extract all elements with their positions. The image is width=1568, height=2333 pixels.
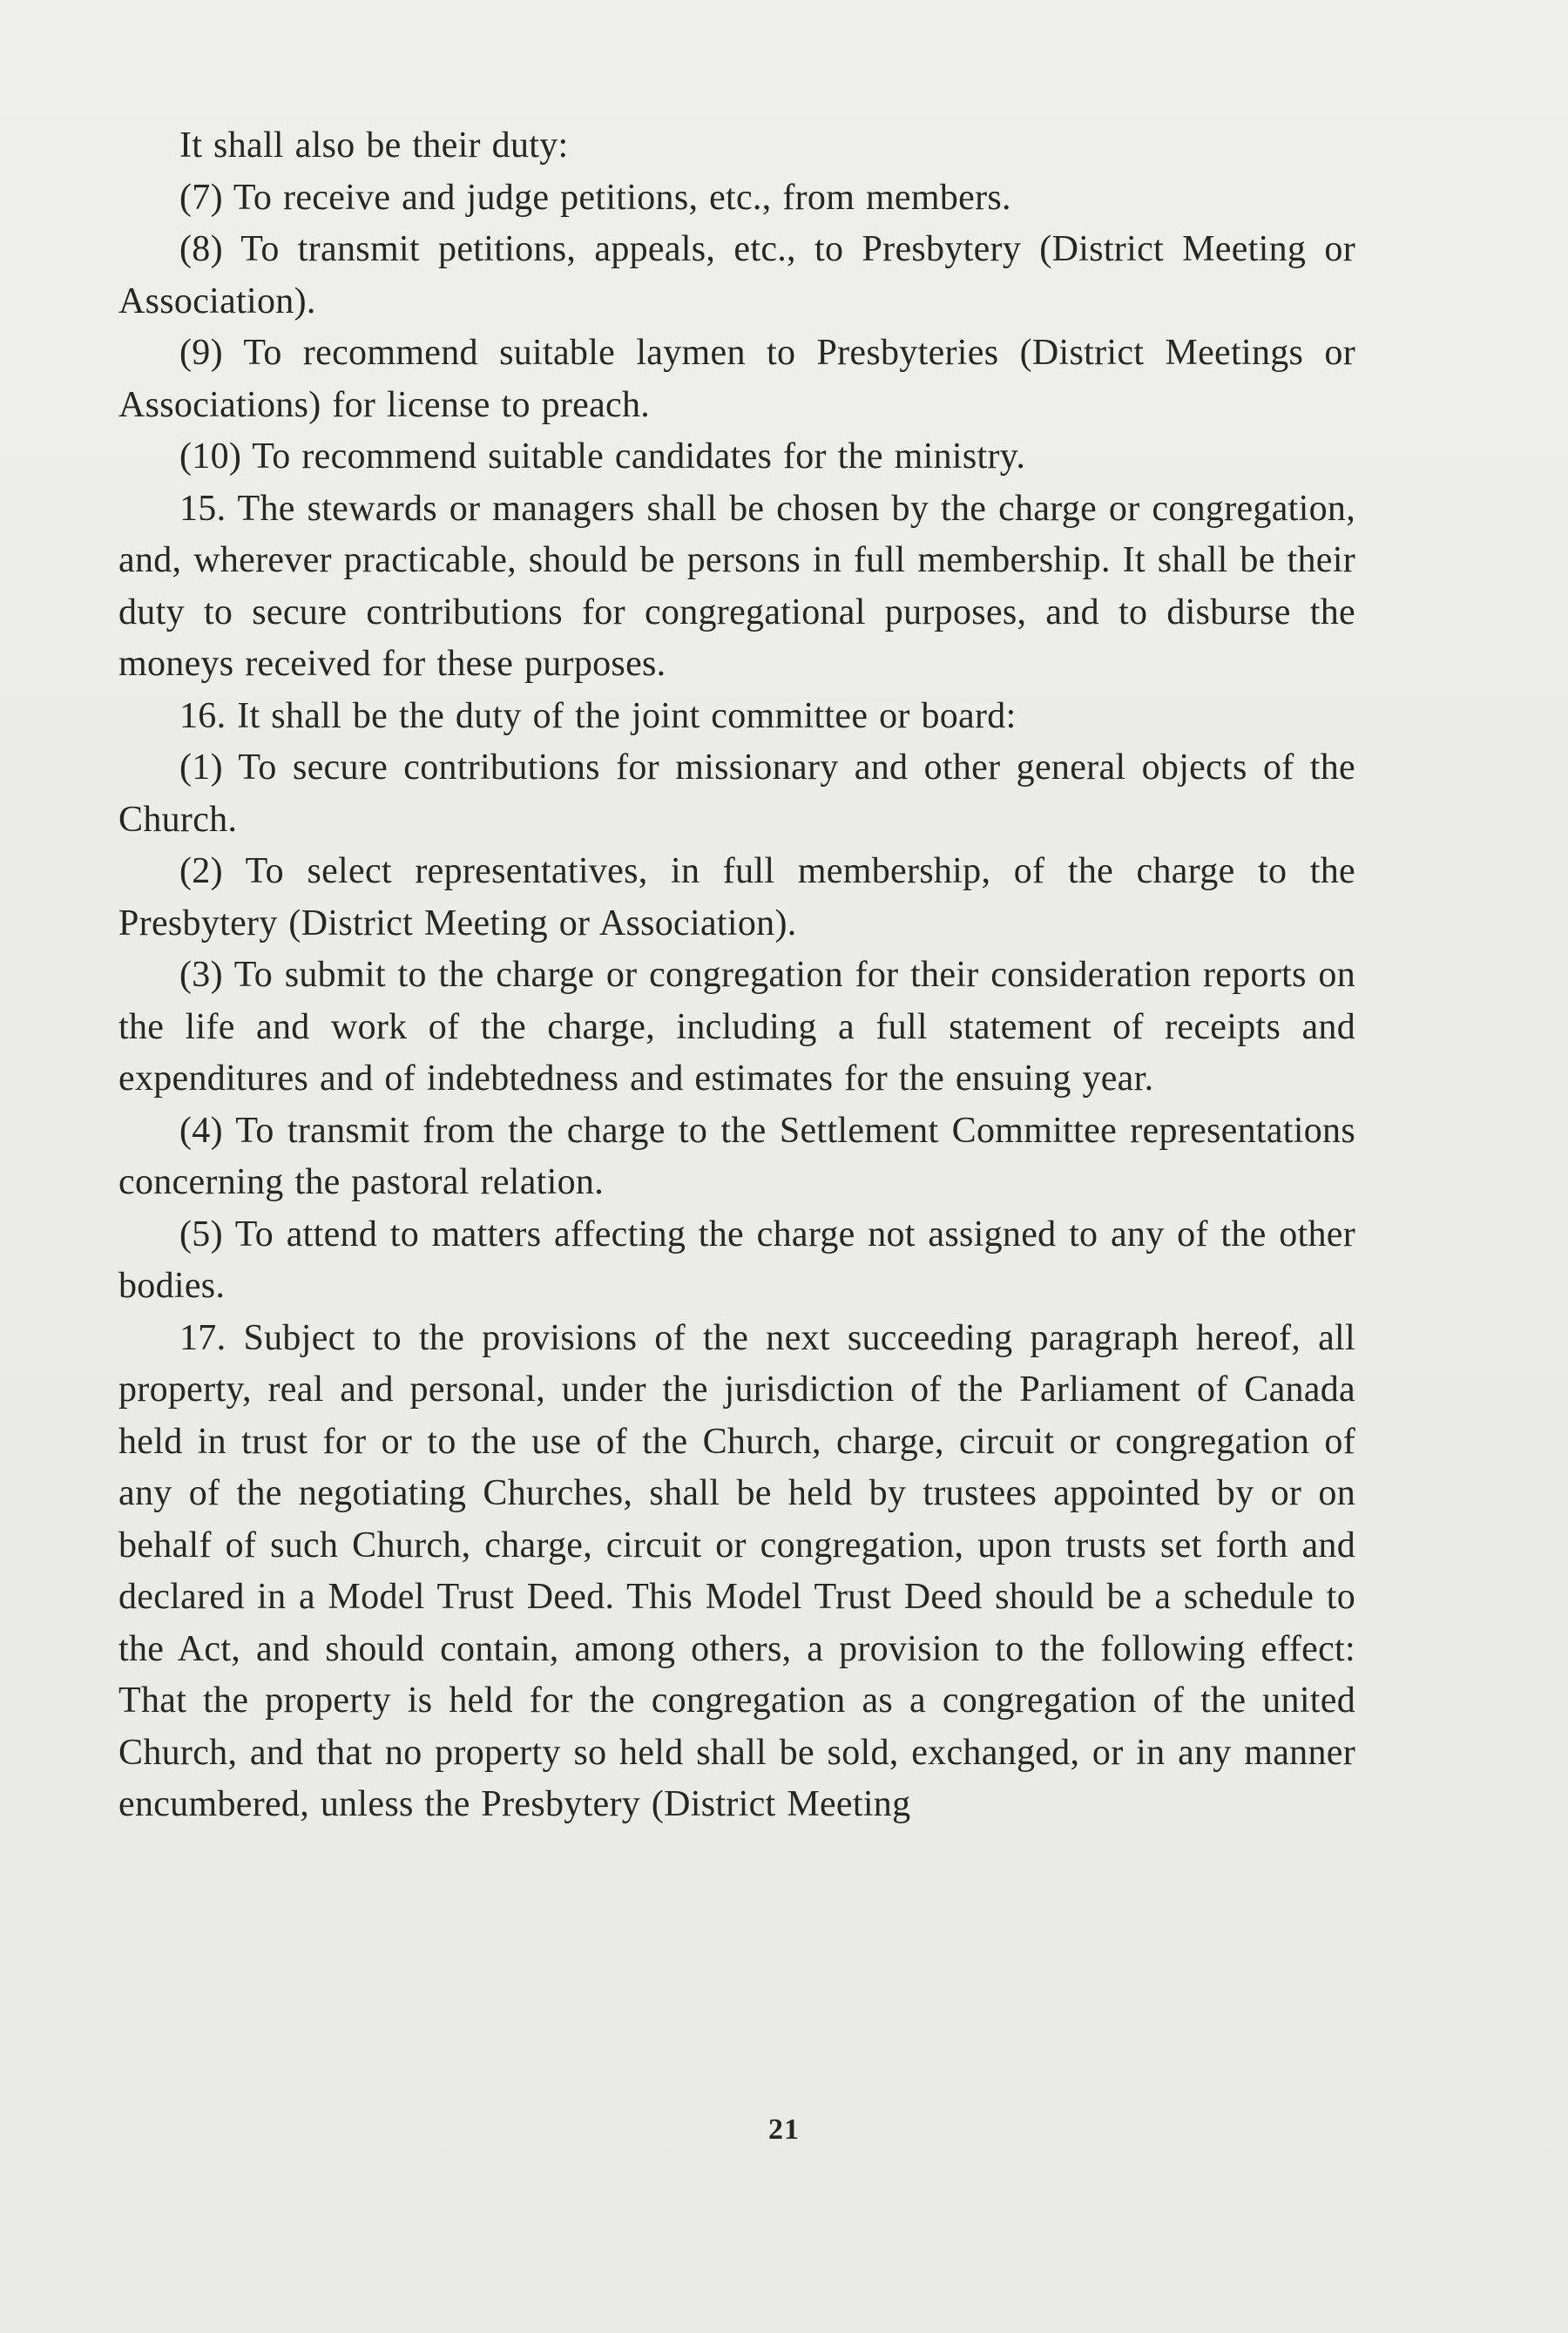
paragraph-section-15: 15. The stewards or managers shall be chosen by the charge or congregation, and, wherever practicable, should be persons in full membership. It shall be their duty to secure contributions for congregational purposes, and to disburse the moneys received for these purposes.: [118, 488, 1355, 684]
paragraph-section-16: 16. It shall be the duty of the joint committee or board:: [179, 695, 1017, 736]
paragraph-duty-intro: It shall also be their duty:: [179, 125, 569, 166]
paragraph-item-4: (4) To transmit from the charge to the Settlement Committee representations concerning the pastoral relation.: [118, 1110, 1355, 1202]
paragraph-section-17: 17. Subject to the provisions of the next succeeding paragraph hereof, all property, real and personal, under the jurisdiction of the Parliament of Canada held in trust for or to the use of the Church, charge, circuit or congregation of any of the negotiating Churches, shall be held by trustees appointed by or on behalf of such Church, charge, circuit or congregation, upon trusts set forth and declared in a Model Trust Deed. This Model Trust Deed should be a schedule to the Act, and should contain, among others, a provision to the following effect: That the property is held for the congregation as a congregation of the united Church, and that no property so held shall be sold, exchanged, or in any manner encumbered, unless the Presbytery (District Meeting: [118, 1317, 1355, 1824]
page-number: 21: [768, 2113, 800, 2146]
paragraph-item-9: (9) To recommend suitable laymen to Presbyteries (District Meetings or Associations) for license to preach.: [118, 333, 1355, 425]
paragraph-item-5: (5) To attend to matters affecting the charge not assigned to any of the other bodies.: [118, 1214, 1355, 1306]
body-text: [118, 120, 1355, 1831]
paragraph-item-8: (8) To transmit petitions, appeals, etc., to Presbytery (District Meeting or Association).: [118, 229, 1355, 321]
paragraph-item-3: (3) To submit to the charge or congregation for their consideration reports on the life and work of the charge, including a full statement of receipts and expenditures and of indebtedness and estimates for the ensuing year.: [118, 955, 1355, 1099]
paragraph-item-7: (7) To receive and judge petitions, etc., from members.: [179, 177, 1011, 218]
paragraph-item-2: (2) To select representatives, in full membership, of the charge to the Presbytery (District Meeting or Association).: [118, 851, 1355, 943]
paragraph-item-10: (10) To recommend suitable candidates for the ministry.: [179, 436, 1026, 477]
paragraph-item-1: (1) To secure contributions for missionary and other general objects of the Church.: [118, 747, 1355, 840]
